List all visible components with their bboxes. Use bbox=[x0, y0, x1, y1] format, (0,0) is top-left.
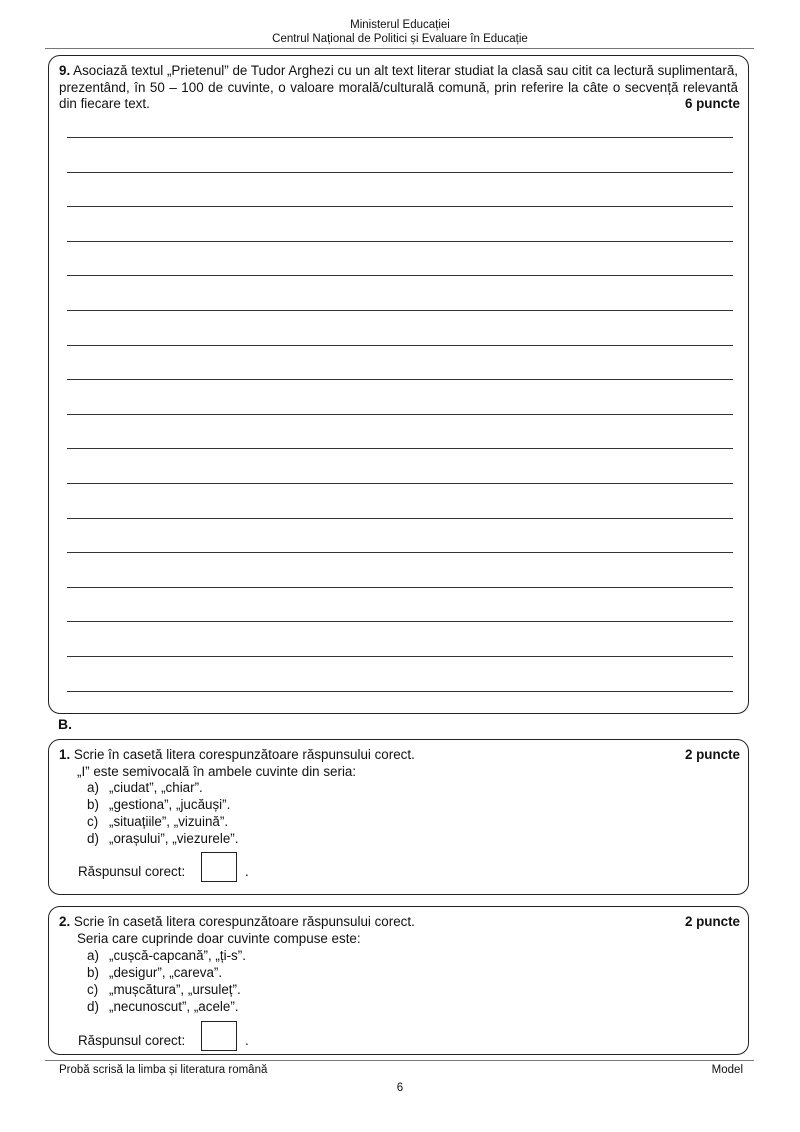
question-2-points: 2 puncte bbox=[684, 914, 740, 929]
answer-line[interactable] bbox=[67, 345, 733, 346]
question-1-option-a: a) „ciudat”, „chiar”. bbox=[87, 780, 203, 795]
footer-divider bbox=[45, 1060, 754, 1061]
question-2-instruction bbox=[59, 914, 415, 930]
header-ministry: Ministerul Educației bbox=[350, 19, 450, 31]
section-b-label: B. bbox=[58, 716, 72, 732]
page-number: 6 bbox=[396, 1082, 404, 1094]
question-1-number: 1. bbox=[59, 747, 71, 762]
answer-line[interactable] bbox=[67, 448, 733, 449]
answer-line[interactable] bbox=[67, 691, 733, 692]
question-9-prompt: Asociază textul „Prietenul” de Tudor Arghezi cu un alt text literar studiat la clasă sau citit ca lectură suplimentară, prezentând, în 50 – 100 de cuvinte, o valoare morală/culturală comună, prin referire la câte o secvență relevantă din fiecare text. bbox=[59, 63, 738, 111]
answer-line[interactable] bbox=[67, 137, 733, 138]
footer-model-label: Model bbox=[711, 1064, 743, 1076]
answer-line[interactable] bbox=[67, 656, 733, 657]
question-2-answer-label: Răspunsul corect: bbox=[78, 1033, 186, 1048]
question-9-box bbox=[48, 55, 749, 714]
answer-line[interactable] bbox=[67, 621, 733, 622]
question-1-box bbox=[48, 739, 749, 895]
answer-line[interactable] bbox=[67, 552, 733, 553]
answer-line[interactable] bbox=[67, 414, 733, 415]
question-1-instruction bbox=[59, 747, 415, 763]
question-2-option-b: b) „desigur”, „careva”. bbox=[87, 965, 223, 980]
question-1-option-d: d) „orașului”, „viezurele”. bbox=[87, 831, 239, 846]
question-1-option-c: c) „situațiile”, „vizuină”. bbox=[87, 814, 229, 829]
question-1-points: 2 puncte bbox=[684, 747, 740, 762]
question-2-stem: Seria care cuprinde doar cuvinte compuse este: bbox=[77, 931, 361, 946]
answer-line[interactable] bbox=[67, 310, 733, 311]
question-1-answer-end: . bbox=[245, 864, 249, 879]
question-2-answer-box[interactable] bbox=[201, 1021, 237, 1051]
footer-exam-title: Probă scrisă la limba și literatura română bbox=[59, 1064, 268, 1076]
answer-line[interactable] bbox=[67, 172, 733, 173]
question-2-option-a: a) „cușcă-capcană”, „ți-s”. bbox=[87, 948, 246, 963]
answer-line[interactable] bbox=[67, 206, 733, 207]
answer-line[interactable] bbox=[67, 483, 733, 484]
header-center: Centrul Național de Politici și Evaluare în Educație bbox=[272, 33, 528, 45]
question-1-answer-label: Răspunsul corect: bbox=[78, 864, 186, 879]
answer-line[interactable] bbox=[67, 587, 733, 588]
answer-line[interactable] bbox=[67, 241, 733, 242]
question-2-number: 2. bbox=[59, 914, 71, 929]
question-9-text bbox=[59, 63, 738, 113]
question-2-option-d: d) „necunoscut”, „acele”. bbox=[87, 999, 239, 1014]
question-2-option-c: c) „mușcătura”, „ursuleț”. bbox=[87, 982, 241, 997]
question-9-points: 6 puncte bbox=[684, 96, 740, 111]
question-1-option-b: b) „gestiona”, „jucăuși”. bbox=[87, 797, 231, 812]
question-1-instruction-text: Scrie în casetă litera corespunzătoare răspunsului corect. bbox=[73, 747, 415, 762]
header-divider bbox=[45, 48, 754, 49]
question-2-box bbox=[48, 906, 749, 1055]
question-1-stem: „I” este semivocală în ambele cuvinte din seria: bbox=[77, 764, 357, 779]
question-9-number: 9. bbox=[59, 63, 71, 78]
question-1-answer-box[interactable] bbox=[201, 852, 237, 882]
answer-line[interactable] bbox=[67, 379, 733, 380]
answer-line[interactable] bbox=[67, 275, 733, 276]
question-2-answer-end: . bbox=[245, 1033, 249, 1048]
answer-line[interactable] bbox=[67, 518, 733, 519]
question-2-instruction-text: Scrie în casetă litera corespunzătoare răspunsului corect. bbox=[73, 914, 415, 929]
